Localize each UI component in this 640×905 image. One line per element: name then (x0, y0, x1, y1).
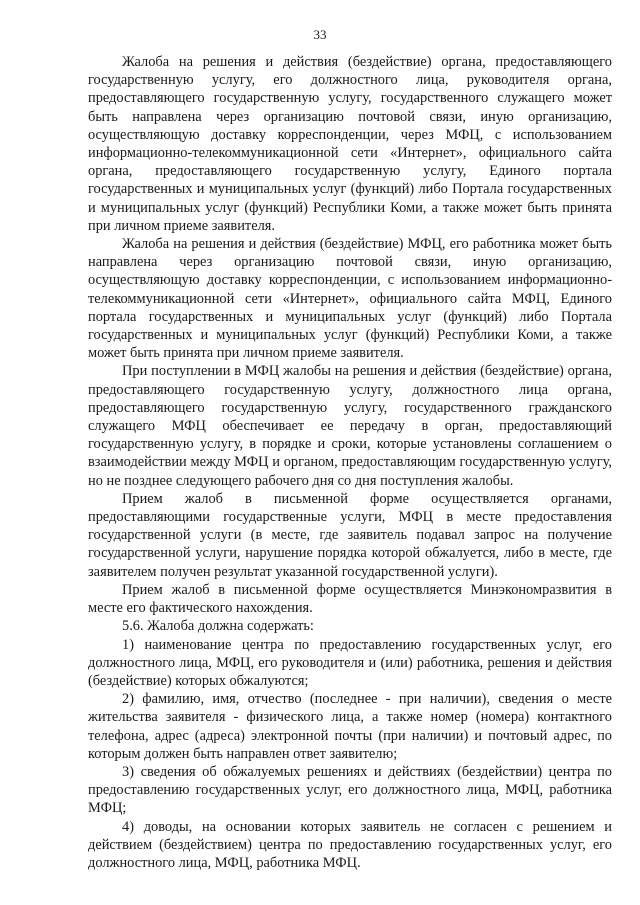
paragraph-ministry-reception: Прием жалоб в письменной форме осуществляется Минэкономразвития в месте его фактического нахождения. (88, 581, 612, 617)
document-body (88, 53, 612, 872)
list-item-1: 1) наименование центра по предоставлению государственных услуг, его должностного лица, МФЦ, его руководителя и (или) работника, решения и действия (бездействие) которых обжалуются; (88, 636, 612, 689)
paragraph-written-reception: Прием жалоб в письменной форме осуществляется органами, предоставляющими государственные услуги, МФЦ в месте предоставления государственной услуги (в месте, где заявитель подавал запрос на получение государственной услуги, нарушение порядка которой обжалуется, либо в месте, где заявителем получен результат указанной государственной услуги). (88, 490, 612, 580)
paragraph-complaint-organ: Жалоба на решения и действия (бездействие) органа, предоставляющего государственную услугу, его должностного лица, руководителя органа, предоставляющего государственную услугу, государственного служащего может быть направлена через организацию почтовой связи, иную организацию, осуществляющую доставку корреспонденции, через МФЦ, с использованием информационно-телекоммуникационной сети «Интернет», официального сайта органа, предоставляющего государственную услугу, Единого портала государственных и муниципальных услуг (функций) либо Портала государственных и муниципальных услуг (функций) Республики Коми, а также может быть принята при личном приеме заявителя. (88, 54, 612, 234)
list-item-4: 4) доводы, на основании которых заявитель не согласен с решением и действием (бездействием) центра по предоставлению государственных услуг, его должностного лица, МФЦ, работника МФЦ. (88, 818, 612, 871)
list-item-3: 3) сведения об обжалуемых решениях и действиях (бездействии) центра по предоставлению государственных услуг, его должностного лица, МФЦ, работника МФЦ; (88, 763, 612, 817)
paragraph-mfc-transfer: При поступлении в МФЦ жалобы на решения и действия (бездействие) органа, предоставляющего государственную услугу, должностного лица органа, предоставляющего государственную услугу, государственного гражданского служащего МФЦ обеспечивает ее передачу в орган, предоставляющий государственную услугу, в порядке и сроки, которые установлены соглашением о взаимодействии между МФЦ и органом, предоставляющим государственную услугу, но не позднее следующего рабочего дня со дня поступления жалобы. (88, 363, 612, 489)
section-heading-5-6: 5.6. Жалоба должна содержать: (122, 618, 314, 635)
list-item-2: 2) фамилию, имя, отчество (последнее - при наличии), сведения о месте жительства заявителя - физического лица, а также номер (номера) контактного телефона, адрес (адреса) электронной почты (при наличии) и почтовый адрес, по которым должен быть направлен ответ заявителю; (88, 691, 612, 762)
page-number: 33 (313, 27, 327, 42)
paragraph-complaint-mfc: Жалоба на решения и действия (бездействие) МФЦ, его работника может быть направлена через организацию почтовой связи, иную организацию, осуществляющую доставку корреспонденции, с использованием информационно-телекоммуникационной сети «Интернет», официального сайта МФЦ, Единого портала государственных и муниципальных услуг (функций) либо Портала государственных и муниципальных услуг (функций) Республики Коми, а также может быть принята при личном приеме заявителя. (88, 236, 612, 362)
